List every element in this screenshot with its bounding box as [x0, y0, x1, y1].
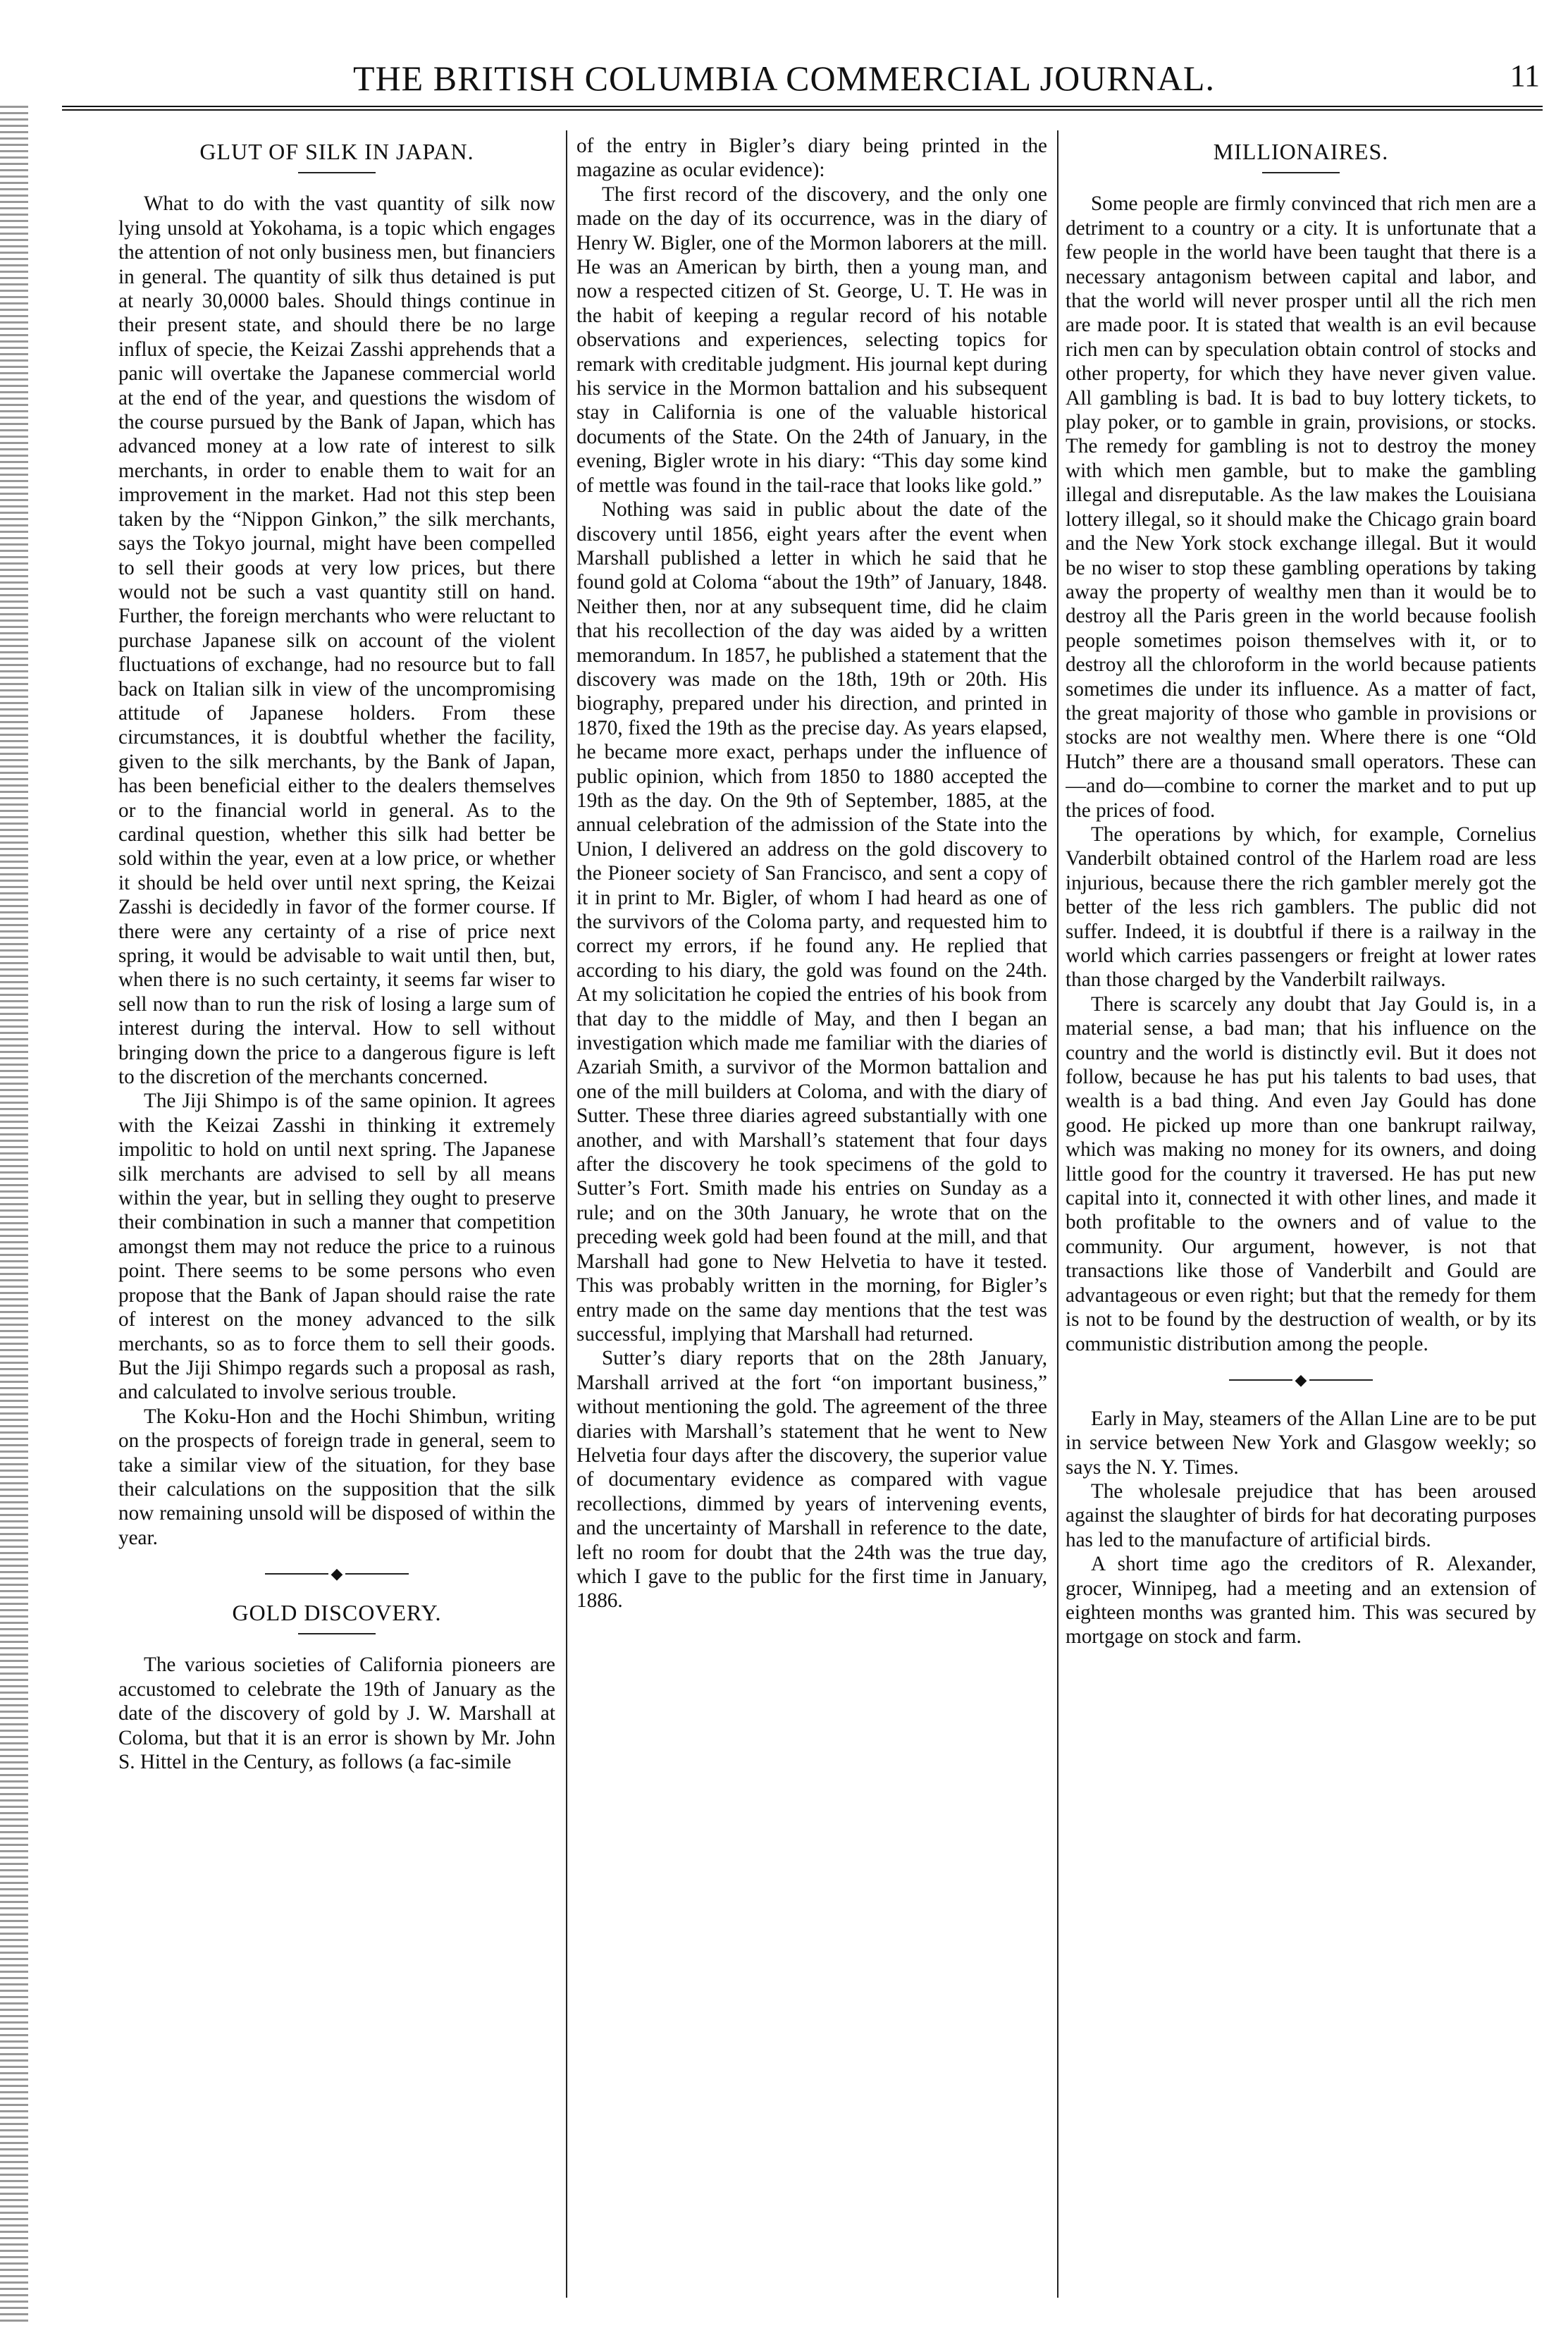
title-rule: [298, 1633, 376, 1634]
article-paragraph: There is scarcely any doubt that Jay Gould is, in a material sense, a bad man; that his influence on the country and the world is distinctly evil. But it does not follow, because he has put his talents to bad uses, that wealth is a bad thing. And even Jay Gould has done good. He picked up more than one bankrupt railway, which was making no money for its owners, and doing little good for the country it traversed. He has put new capital into it, connected it with other lines, and made it both profitable to the owners and of value to the community. Our argument, however, is not that transactions like those of Vanderbilt and Gould are advantageous or even right; but that the remedy for them is not to be found by the destruction of wealth, or by its communistic distribution among the people.: [1066, 992, 1536, 1355]
article-paragraph: The Jiji Shimpo is of the same opinion. It agrees with the Keizai Zasshi in thinking it extremely impolitic to hold on until next spring. The Japanese silk merchants are advised to sell by all means within the year, but in selling they ought to preserve their combination in such a manner that competition amongst them may not reduce the price to a ruinous point. There seems to be some persons who even propose that the Bank of Japan should raise the rate of interest on the money advanced to the silk merchants, so as to force them to sell their goods. But the Jiji Shimpo regards such a proposal as rash, and calculated to involve serious trouble.: [118, 1090, 555, 1404]
article-title-silk: GLUT OF SILK IN JAPAN.: [199, 139, 474, 164]
article-title-gold: GOLD DISCOVERY.: [232, 1600, 442, 1626]
column-2: [576, 134, 1047, 2319]
article-paragraph: Nothing was said in public about the date of the discovery until 1856, eight years after the event when Marshall published a letter in which he said that he found gold at Coloma “about the 19th” of January, 1848. Neither then, nor at any subsequent time, did he claim that his recollection of the day was aided by a written memorandum. In 1857, he published a statement that the discovery was made on the 18th, 19th or 20th. His biography, prepared under his direction, and printed in 1870, fixed the 19th as the precise day. As years elapsed, he became more exact, perhaps under the influence of public opinion, which from 1850 to 1880 accepted the 19th as the day. On the 9th of September, 1885, at the annual celebration of the admission of the State into the Union, I delivered an address on the gold discovery to the Pioneer society of San Francisco, and sent a copy of it in print to Mr. Bigler, of whom I had heard as one of the survivors of the Coloma party, and requested him to correct my errors, if he found any. He replied that according to his diary, the gold was found on the 24th. At my solicitation he copied the entries of his book from that day to the middle of May, and then I began an investigation which made me familiar with the diaries of Azariah Smith, a survivor of the Mormon battalion and one of the mill builders at Coloma, and with the diary of Sutter. These three diaries agreed substantially with one another, and with Marshall’s statement that four days after the discovery he took specimens of the gold to Sutter’s Fort. Smith made his entries on Sunday as a rule; and on the 30th January, he wrote that on the preceding week gold had been found at the mill, and that Marshall had gone to New Helvetia to have it tested. This was probably written in the morning, for Bigler’s entry made on the same day mentions that the test was successful, implying that Marshall had returned.: [576, 498, 1047, 1345]
scanned-page-edge: [0, 106, 28, 2326]
section-ornament: ◆: [1066, 1372, 1536, 1387]
article-title-millionaires: MILLIONAIRES.: [1213, 139, 1389, 164]
journal-title: THE BRITISH COLUMBIA COMMERCIAL JOURNAL.: [353, 58, 1215, 98]
article-paragraph: Sutter’s diary reports that on the 28th January, Marshall arrived at the fort “on important business,” without mentioning the gold. The agreement of the three diaries with Marshall’s statement that he went to New Helvetia four days after the discovery, the superior value of documentary evidence as compared with vague recollections, dimmed by years of intervening events, and the uncertainty of Marshall in reference to the date, left no room for doubt that the 24th was the true day, which I gave to the public for the first time in January, 1886.: [576, 1347, 1047, 1613]
brief-paragraph: A short time ago the creditors of R. Alexander, grocer, Winnipeg, had a meeting and an extension of eighteen months was granted him. This was secured by mortgage on stock and farm.: [1066, 1553, 1536, 1649]
page-number: 11: [1510, 58, 1540, 93]
section-ornament: ◆: [118, 1565, 555, 1581]
brief-paragraph: Early in May, steamers of the Allan Line are to be put in service between New York and Glasgow weekly; so says the N. Y. Times.: [1066, 1407, 1536, 1479]
column-divider: [1057, 130, 1058, 2298]
title-rule: [1262, 172, 1340, 173]
article-paragraph: The operations by which, for example, Cornelius Vanderbilt obtained control of the Harlem road are less injurious, because there the rich gambler merely got the better of the less rich gamblers. The public did not suffer. Indeed, it is doubtful if there is a railway in the world which carries passengers or freight at lower rates than those charged by the Vanderbilt railways.: [1066, 823, 1536, 992]
brief-paragraph: The wholesale prejudice that has been aroused against the slaughter of birds for hat decorating purposes has led to the manufacture of artificial birds.: [1066, 1480, 1536, 1551]
column-1: [118, 134, 555, 2319]
article-paragraph: of the entry in Bigler’s diary being printed in the magazine as ocular evidence):: [576, 135, 1047, 182]
title-rule: [298, 172, 376, 173]
column-3: [1066, 134, 1536, 2319]
column-divider: [566, 130, 567, 2298]
masthead: [0, 0, 1568, 106]
article-paragraph: The first record of the discovery, and the only one made on the day of its occurrence, was in the diary of Henry W. Bigler, one of the Mormon laborers at the mill. He was an American by birth, then a young man, and now a respected citizen of St. George, U. T. He was in the habit of keeping a regular record of his notable observations and experiences, selecting topics for remark with creditable judgment. His journal kept during his service in the Mormon battalion and his subsequent stay in California is one of the valuable historical documents of the State. On the 24th of January, in the evening, Bigler wrote in his diary: “This day some kind of mettle was found in the tail-race that looks like gold.”: [576, 183, 1047, 497]
header-rule: [62, 106, 1543, 111]
article-paragraph: Some people are firmly convinced that rich men are a detriment to a country or a city. It is unfortunate that a few people in the world have been taught that there is a necessary antagonism between capital and labor, and that the world will never prosper until all the rich men are made poor. It is stated that wealth is an evil because rich men can by speculation obtain control of stocks and other property, for which they have never given value. All gambling is bad. It is bad to buy lottery tickets, to play poker, or to gamble in grain, provisions, or stocks. The remedy for gambling is not to destroy the money with which men gamble, but to make the gambling illegal and disreputable. As the law makes the Louisiana lottery illegal, so it should make the Chicago grain board and the New York stock exchange illegal. But it would be no wiser to stop these gambling operations by taking away the property of wealthy men than it would be to destroy all the Paris green in the world because foolish people sometimes poison themselves with it, or to destroy all the chloroform in the world because patients sometimes die under its influence. As a matter of fact, the great majority of those who gamble in provisions or stocks are not wealthy men. Where there is one “Old Hutch” there are a thousand small operators. These can—and do—combine to corner the market and to put up the prices of food.: [1066, 192, 1536, 822]
article-paragraph: The Koku-Hon and the Hochi Shimbun, writing on the prospects of foreign trade in general, seem to take a similar view of the situation, for they base their calculations on the supposition that the silk now remaining unsold will be disposed of within the year.: [118, 1405, 555, 1549]
article-paragraph: What to do with the vast quantity of silk now lying unsold at Yokohama, is a topic which engages the attention of not only business men, but financiers in general. The quantity of silk thus detained is put at nearly 30,0000 bales. Should things continue in their present state, and should there be no large influx of specie, the Keizai Zasshi apprehends that a panic will overtake the Japanese commercial world at the end of the year, and questions the wisdom of the course pursued by the Bank of Japan, which has advanced money at a low rate of interest to silk merchants, in order to enable them to wait for an improvement in the market. Had not this step been taken by the “Nippon Ginkon,” the silk merchants, says the Tokyo journal, might have been compelled to sell their goods at very low prices, but there would not be such a vast quantity still on hand. Further, the foreign merchants who were reluctant to purchase Japanese silk on account of the violent fluctuations of exchange, had no resource but to fall back on Italian silk in view of the uncompromising attitude of Japanese holders. From these circumstances, it is doubtful whether the facility, given to the silk merchants, by the Bank of Japan, has been beneficial either to the dealers themselves or to the financial world in general. As to the cardinal question, whether this silk had better be sold within the year, even at a low price, or whether it should be held over until next spring, the Keizai Zasshi is decidedly in favor of the former course. If there were any certainty of a rise of price next spring, it would be advisable to wait until then, but, when there is no such certainty, it seems far wiser to sell now than to run the risk of losing a large sum of interest during the interval. How to sell without bringing down the price to a dangerous figure is left to the discretion of the merchants concerned.: [118, 192, 555, 1089]
article-paragraph: The various societies of California pioneers are accustomed to celebrate the 19th of January as the date of the discovery of gold by J. W. Marshall at Coloma, but that it is an error is shown by Mr. John S. Hittel in the Century, as follows (a fac-simile: [118, 1653, 555, 1774]
